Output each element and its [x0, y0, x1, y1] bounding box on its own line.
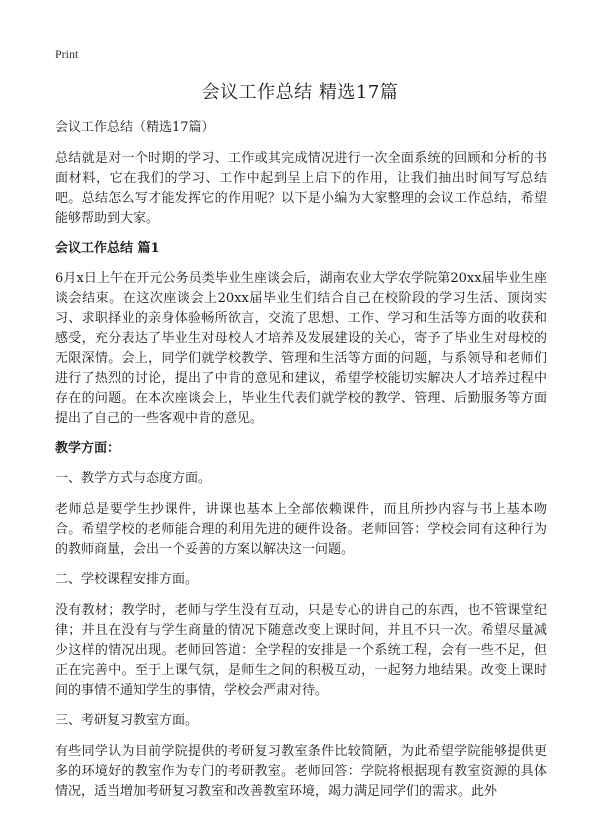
intro-paragraph: 总结就是对一个时期的学习、工作或其完成情况进行一次全面系统的回顾和分析的书面材料，它在我们的学习、工作中起到呈上启下的作用，让我们抽出时间写写总结吧。总结怎么写才能发挥它的作用呢？以下是小编为大家整理的会议工作总结，希望能够帮助到大家。 [55, 151, 547, 226]
item-1-title: 一、教学方式与态度方面。 [55, 471, 212, 486]
teaching-heading: 教学方面： [55, 441, 121, 456]
section-1-paragraph: 6月x日上午在开元公务员类毕业生座谈会后，湖南农业大学农学院第20xx届毕业生座谈会结束。在这次座谈会上20xx届毕业生们结合自己在校阶段的学习生活、顶岗实习、求职择业的亲身体验畅所欲言，交流了思想、工作、学习和生活等方面的收获和感受，充分表达了毕业生对母校人才培养及发展建设的关心，寄予了毕业生对母校的无限深情。会上，同学们就学校教学、管理和生活等方面的问题，与系领导和老师们进行了热烈的讨论，提出了中肯的意见和建议，希望学校能切实解决人才培养过程中存在的问题。在本次座谈会上，毕业生代表们就学校的教学、管理、后勤服务等方面提出了自己的一些客观中肯的意见。 [55, 271, 547, 426]
item-2-paragraph: 没有教材；教学时，老师与学生没有互动，只是专心的讲自己的东西，也不管课堂纪律；并且在没有与学生商量的情况下随意改变上课时间，并且不只一次。希望尽量减少这样的情况出现。老师回答道：全学程的安排是一个系统工程，会有一些不足，但正在完善中。至于上课气氛，是师生之间的积极互动，一起努力地结果。改变上课时间的事情不通知学生的事情，学校会严肃对待。 [55, 603, 547, 698]
item-3-title: 三、考研复习教室方面。 [55, 713, 199, 728]
section-heading-1: 会议工作总结 篇1 [55, 241, 160, 256]
document-title: 会议工作总结 精选17篇 [201, 82, 399, 103]
item-1-paragraph: 老师总是要学生抄课件，讲课也基本上全部依赖课件，而且所抄内容与书上基本吻合。希望学校的老师能合理的利用先进的硬件设备。老师回答：学校会同有这种行为的教师商量，会出一个妥善的方案以解决这一问题。 [55, 502, 547, 557]
print-label: Print [55, 47, 79, 61]
item-2-title: 二、学校课程安排方面。 [55, 572, 199, 587]
document-body [55, 118, 547, 812]
document-subtitle: 会议工作总结（精选17篇） [55, 120, 215, 135]
item-3-paragraph: 有些同学认为目前学院提供的考研复习教室条件比较简陋，为此希望学院能够提供更多的环境好的教室作为专门的考研教室。老师回答：学院将根据现有教室资源的具体情况，适当增加考研复习教室和改善教室环境，竭力满足同学们的需求。此外 [55, 744, 547, 799]
